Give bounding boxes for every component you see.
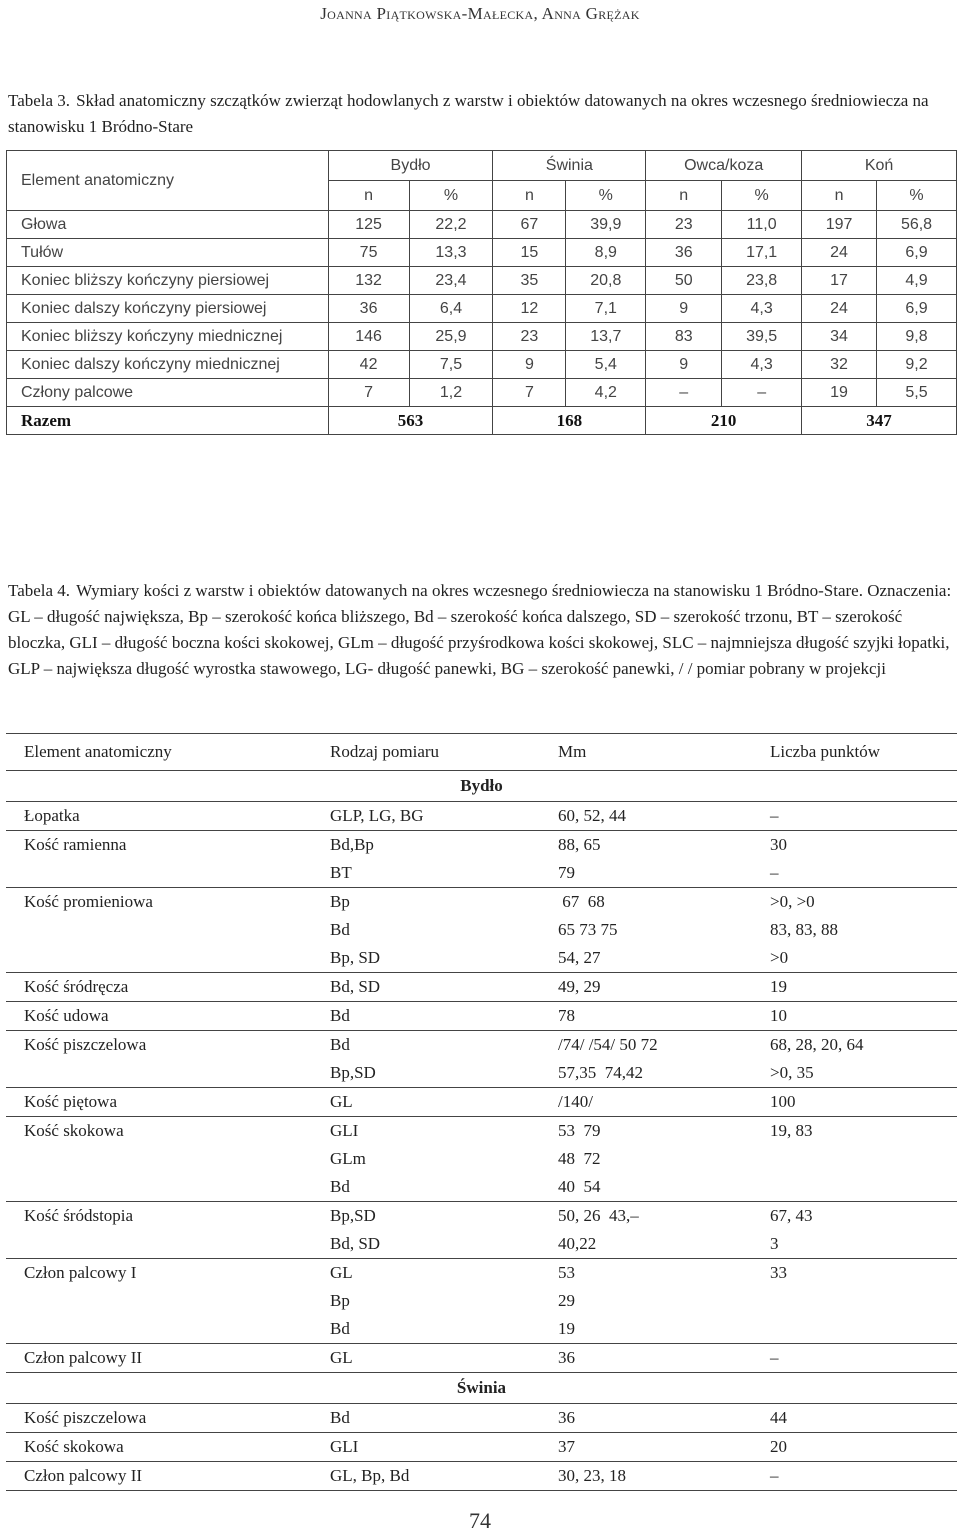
table4-cell-el: Człon palcowy II <box>6 1462 312 1491</box>
table4-row <box>6 1315 957 1344</box>
table4-body <box>6 734 957 1491</box>
table4-cell-m: Bd <box>330 920 350 939</box>
table3-body <box>7 211 957 407</box>
table4-row <box>6 1145 957 1173</box>
table3-cell: 7,1 <box>566 295 646 323</box>
table4-row <box>6 1433 957 1462</box>
table4-cell-el <box>6 1287 312 1315</box>
table4-cell-mm: 53 79 <box>540 1117 752 1146</box>
table4-cell-el: Kość piętowa <box>6 1088 312 1117</box>
table4-cell-m: GL <box>312 1344 540 1373</box>
table3-cell: 32 <box>802 351 877 379</box>
table3-cell: – <box>722 379 802 407</box>
table4-cell-lp: 68, 28, 20, 64 <box>752 1031 957 1060</box>
table4-cell-mm: 60, 52, 44 <box>540 802 752 831</box>
table4-cell-lp <box>752 1173 957 1202</box>
table4-cell-lp: – <box>752 1462 957 1491</box>
table3-cell: 17,1 <box>722 239 802 267</box>
table3-header-group: Świnia <box>493 151 646 181</box>
table3-row <box>7 379 957 407</box>
table3-cell: 13,3 <box>409 239 493 267</box>
table4-cell-lp: – <box>752 1344 957 1373</box>
table4-cell-mm: 78 <box>540 1002 752 1031</box>
table4-cell-m: GLI <box>312 1433 540 1462</box>
table4-group-row <box>6 771 957 802</box>
table4-row <box>6 802 957 831</box>
table4-row <box>6 1173 957 1202</box>
table4-cell-mm: 67 68 <box>540 888 752 917</box>
table4-cell-lp <box>752 1315 957 1344</box>
table3-total-value: 347 <box>802 407 957 435</box>
table3-total-label: Razem <box>7 407 329 435</box>
table3-cell: – <box>646 379 722 407</box>
table4-row <box>6 1031 957 1060</box>
table3-subheader: % <box>877 181 957 211</box>
table3-row-label: Tułów <box>7 239 329 267</box>
table3-cell: 50 <box>646 267 722 295</box>
table4-cell-mm: 40,22 <box>558 1234 597 1253</box>
table4-cell-lp: 33 <box>752 1259 957 1288</box>
table3-cell: 4,3 <box>722 351 802 379</box>
table4-cell-mm: 30, 23, 18 <box>540 1462 752 1491</box>
table4-cell-mm: 57,35 74,42 <box>558 1063 643 1082</box>
table3-cell: 24 <box>802 239 877 267</box>
table3-cell: 23 <box>646 211 722 239</box>
table4-row <box>6 944 957 973</box>
table4-row <box>6 1344 957 1373</box>
table4-cell-lp: – <box>770 863 779 882</box>
table4-cell-lp: – <box>752 802 957 831</box>
table3-cell: 9,2 <box>877 351 957 379</box>
table3-cell: 7,5 <box>409 351 493 379</box>
table4-cell-mm: 40 54 <box>558 1177 601 1196</box>
table4-header-measure: Rodzaj pomiaru <box>312 734 540 771</box>
table4-cell-mm: /140/ <box>540 1088 752 1117</box>
table3-cell: 7 <box>328 379 409 407</box>
table3-subheader: n <box>646 181 722 211</box>
table3-cell: 8,9 <box>566 239 646 267</box>
table3-row-label: Głowa <box>7 211 329 239</box>
table4-cell-el: Kość ramienna <box>6 831 312 860</box>
table4-cell-mm: 29 <box>558 1291 575 1310</box>
table3-cell: 7 <box>493 379 566 407</box>
table4-cell-m: Bd <box>330 1177 350 1196</box>
table4-row <box>6 1088 957 1117</box>
table3-anatomical-composition <box>6 150 957 435</box>
table3-cell: 20,8 <box>566 267 646 295</box>
table4-cell-m: BT <box>330 863 352 882</box>
table4-cell-lp: 100 <box>752 1088 957 1117</box>
table4-group-label: Świnia <box>6 1373 957 1404</box>
table3-cell: 5,5 <box>877 379 957 407</box>
table3-header-group: Koń <box>802 151 957 181</box>
table4-cell-m: Bd, SD <box>330 1234 381 1253</box>
table4-header-element: Element anatomiczny <box>6 734 312 771</box>
table3-cell: 36 <box>646 239 722 267</box>
table3-row-label: Człony palcowe <box>7 379 329 407</box>
table4-row <box>6 1117 957 1146</box>
table3-cell: 125 <box>328 211 409 239</box>
table3-row-label: Koniec bliższy kończyny miednicznej <box>7 323 329 351</box>
table4-group-label: Bydło <box>6 771 957 802</box>
table3-cell: 23,8 <box>722 267 802 295</box>
table3-cell: 13,7 <box>566 323 646 351</box>
table3-cell: 75 <box>328 239 409 267</box>
table3-cell: 132 <box>328 267 409 295</box>
table4-cell-m: Bp,SD <box>312 1202 540 1231</box>
table4-cell-m: GLm <box>330 1149 366 1168</box>
table4-cell-el: Człon palcowy II <box>6 1344 312 1373</box>
table4-row <box>6 831 957 860</box>
table4-cell-el <box>6 916 312 944</box>
table4-cell-mm: /74/ /54/ 50 72 <box>540 1031 752 1060</box>
table4-cell-m: Bd <box>312 1031 540 1060</box>
table4-cell-lp: >0, 35 <box>770 1063 814 1082</box>
table4-cell-el: Kość śródstopia <box>6 1202 312 1231</box>
table3-cell: 11,0 <box>722 211 802 239</box>
table3-cell: 42 <box>328 351 409 379</box>
table4-caption <box>8 578 952 682</box>
table3-cell: 34 <box>802 323 877 351</box>
table4-cell-mm: 37 <box>540 1433 752 1462</box>
table3-subheader: % <box>722 181 802 211</box>
table4-cell-m: Bd <box>312 1002 540 1031</box>
table4-header-mm: Mm <box>540 734 752 771</box>
table4-cell-lp: 10 <box>752 1002 957 1031</box>
table4-cell-mm: 88, 65 <box>540 831 752 860</box>
table3-row <box>7 323 957 351</box>
table4-cell-el <box>6 1173 312 1202</box>
running-header: Joanna Piątkowska-Małecka, Anna Grężak <box>320 4 640 23</box>
table3-caption-prefix: Tabela 3. <box>8 91 71 110</box>
table3-total-value: 168 <box>493 407 646 435</box>
table4-cell-lp: 83, 83, 88 <box>770 920 838 939</box>
table3-subheader: n <box>328 181 409 211</box>
table4-cell-lp: 67, 43 <box>752 1202 957 1231</box>
table3-cell: 5,4 <box>566 351 646 379</box>
table3-row <box>7 239 957 267</box>
table4-group-row <box>6 1373 957 1404</box>
table4-cell-el <box>6 1230 312 1259</box>
table3-subheader: n <box>493 181 566 211</box>
table4-cell-lp: 44 <box>752 1404 957 1433</box>
table3-subheader: n <box>802 181 877 211</box>
table3-cell: 22,2 <box>409 211 493 239</box>
table4-row <box>6 859 957 888</box>
table4-cell-el: Kość śródręcza <box>6 973 312 1002</box>
table4-cell-lp <box>752 1145 957 1173</box>
table3-cell: 4,9 <box>877 267 957 295</box>
table4-cell-el: Człon palcowy I <box>6 1259 312 1288</box>
table3-cell: 9 <box>493 351 566 379</box>
table3-cell: 9,8 <box>877 323 957 351</box>
table3-cell: 39,9 <box>566 211 646 239</box>
table3-row <box>7 295 957 323</box>
table4-cell-el <box>6 859 312 888</box>
table4-cell-el: Kość piszczelowa <box>6 1031 312 1060</box>
table3-cell: 15 <box>493 239 566 267</box>
table3-header-group: Owca/koza <box>646 151 802 181</box>
table4-cell-mm: 36 <box>540 1344 752 1373</box>
table3-cell: 197 <box>802 211 877 239</box>
table3-row-label: Koniec bliższy kończyny piersiowej <box>7 267 329 295</box>
table3-cell: 24 <box>802 295 877 323</box>
table4-cell-el <box>6 1145 312 1173</box>
table3-row-label: Koniec dalszy kończyny miednicznej <box>7 351 329 379</box>
table3-cell: 146 <box>328 323 409 351</box>
table4-cell-el: Łopatka <box>6 802 312 831</box>
table3-cell: 9 <box>646 295 722 323</box>
table3-cell: 36 <box>328 295 409 323</box>
table4-caption-prefix: Tabela 4. <box>8 581 71 600</box>
table4-header-row <box>6 734 957 771</box>
page-number: 74 <box>469 1508 491 1533</box>
table3-cell: 67 <box>493 211 566 239</box>
table4-cell-lp: 20 <box>752 1433 957 1462</box>
table4-row <box>6 916 957 944</box>
table4-cell-m: Bp <box>330 1291 350 1310</box>
table4-row <box>6 973 957 1002</box>
table4-cell-lp <box>752 1287 957 1315</box>
table4-cell-el: Kość udowa <box>6 1002 312 1031</box>
table4-cell-m: Bd <box>312 1404 540 1433</box>
table4-cell-lp: 19 <box>752 973 957 1002</box>
table4-cell-m: GLI <box>312 1117 540 1146</box>
table3-caption-text: Skład anatomiczny szczątków zwierząt hodowlanych z warstw i obiektów datowanych na okres wczesnego średniowiecza na stanowisku 1 Bródno-Stare <box>8 91 929 136</box>
table4-cell-mm: 53 <box>540 1259 752 1288</box>
table4-caption-text: Wymiary kości z warstw i obiektów datowanych na okres wczesnego średniowiecza na stanowisku 1 Bródno-Stare. Oznaczenia: GL – długość największa, Bp – szerokość końca bliższego, Bd – szerokość końca dalszego, SD – szerokość trzonu, BT – szerokość bloczka, GLI – długość boczna kości skokowej, GLm – długość przyśrodkowa kości skokowej, SLC – najmniejsza długość szyjki łopatki, GLP – największa długość wyrostka stawowego, LG- długość panewki, BG – szerokość panewki, / / pomiar pobrany w projekcji <box>8 581 952 678</box>
table3-header-element: Element anatomiczny <box>7 151 329 211</box>
table4-cell-m: Bd,Bp <box>312 831 540 860</box>
table4-cell-m: Bd <box>330 1319 350 1338</box>
table3-cell: 4,2 <box>566 379 646 407</box>
table4-cell-mm: 49, 29 <box>540 973 752 1002</box>
table4-cell-m: GL <box>312 1088 540 1117</box>
table4-row <box>6 1202 957 1231</box>
table3-cell: 35 <box>493 267 566 295</box>
table4-cell-mm: 65 73 75 <box>558 920 618 939</box>
table3-cell: 23 <box>493 323 566 351</box>
table4-row <box>6 1287 957 1315</box>
table4-cell-lp: >0, >0 <box>752 888 957 917</box>
table3-total-value: 563 <box>328 407 493 435</box>
table3-cell: 1,2 <box>409 379 493 407</box>
table3-row <box>7 267 957 295</box>
table4-cell-mm: 50, 26 43,– <box>540 1202 752 1231</box>
table3-subheader: % <box>409 181 493 211</box>
table4-cell-m: GL, Bp, Bd <box>312 1462 540 1491</box>
table3-cell: 56,8 <box>877 211 957 239</box>
table4-cell-el: Kość skokowa <box>6 1433 312 1462</box>
table3-cell: 39,5 <box>722 323 802 351</box>
table3-caption <box>8 88 952 140</box>
table4-cell-el <box>6 944 312 973</box>
table3-row-label: Koniec dalszy kończyny piersiowej <box>7 295 329 323</box>
table4-row <box>6 1259 957 1288</box>
table3-cell: 25,9 <box>409 323 493 351</box>
table3-cell: 23,4 <box>409 267 493 295</box>
table4-cell-el: Kość skokowa <box>6 1117 312 1146</box>
table4-cell-m: Bp,SD <box>330 1063 376 1082</box>
table4-row <box>6 1002 957 1031</box>
table4-cell-mm: 19 <box>558 1319 575 1338</box>
table4-cell-lp: >0 <box>770 948 789 967</box>
table4-cell-mm: 48 72 <box>558 1149 601 1168</box>
table3-row <box>7 351 957 379</box>
table3-cell: 6,4 <box>409 295 493 323</box>
table4-header-points: Liczba punktów <box>752 734 957 771</box>
table4-row <box>6 1059 957 1088</box>
table4-row <box>6 888 957 917</box>
table4-row <box>6 1230 957 1259</box>
table4-cell-m: Bp <box>312 888 540 917</box>
table4-row <box>6 1462 957 1491</box>
table3-cell: 6,9 <box>877 239 957 267</box>
table4-cell-mm: 36 <box>540 1404 752 1433</box>
table3-cell: 17 <box>802 267 877 295</box>
table4-cell-el: Kość promieniowa <box>6 888 312 917</box>
table3-total-value: 210 <box>646 407 802 435</box>
table4-cell-mm: 79 <box>558 863 575 882</box>
table4-cell-lp: 3 <box>770 1234 779 1253</box>
table4-cell-el <box>6 1059 312 1088</box>
table4-bone-measurements <box>6 733 957 1491</box>
table3-row <box>7 211 957 239</box>
table4-cell-m: Bp, SD <box>330 948 381 967</box>
table3-cell: 9 <box>646 351 722 379</box>
table4-cell-el: Kość piszczelowa <box>6 1404 312 1433</box>
table4-cell-lp: 30 <box>752 831 957 860</box>
table4-cell-m: GL <box>312 1259 540 1288</box>
table4-cell-m: Bd, SD <box>312 973 540 1002</box>
table3-header-group: Bydło <box>328 151 493 181</box>
table4-cell-lp: 19, 83 <box>752 1117 957 1146</box>
table3-cell: 83 <box>646 323 722 351</box>
table3-cell: 4,3 <box>722 295 802 323</box>
table4-cell-mm: 54, 27 <box>558 948 601 967</box>
table4-cell-m: GLP, LG, BG <box>312 802 540 831</box>
table4-cell-el <box>6 1315 312 1344</box>
table3-total-row <box>7 407 957 435</box>
table3-cell: 12 <box>493 295 566 323</box>
table4-row <box>6 1404 957 1433</box>
table3-cell: 19 <box>802 379 877 407</box>
table3-subheader: % <box>566 181 646 211</box>
table3-cell: 6,9 <box>877 295 957 323</box>
